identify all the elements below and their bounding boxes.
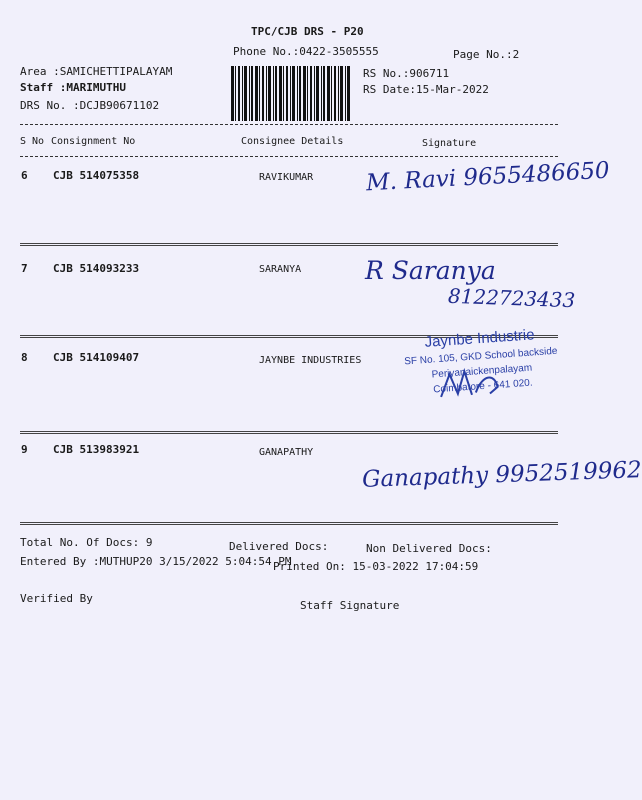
- document-title: TPC/CJB DRS - P20: [251, 25, 364, 38]
- row-sno: 6: [21, 169, 28, 182]
- column-header-sno: S No: [20, 136, 45, 147]
- row-signature-phone: 8122723433: [447, 283, 576, 313]
- printed-on: Printed On: 15-03-2022 17:04:59: [273, 560, 479, 573]
- row-signature: R Saranya: [365, 256, 496, 285]
- column-header-signature: Signature: [422, 138, 477, 149]
- row-sno: 7: [21, 262, 28, 275]
- row-consignee: RAVIKUMAR: [259, 172, 314, 183]
- row-divider: [20, 522, 558, 525]
- row-sno: 9: [21, 443, 28, 456]
- column-header-consignee: Consignee Details: [241, 136, 344, 147]
- row-consignment: CJB 514075358: [53, 169, 140, 182]
- row-sno: 8: [21, 351, 28, 364]
- rs-number: RS No.:906711: [363, 67, 450, 80]
- total-docs: Total No. Of Docs: 9: [20, 536, 153, 549]
- row-divider: [20, 243, 558, 246]
- row-consignee: SARANYA: [259, 264, 302, 275]
- rs-date: RS Date:15-Mar-2022: [363, 83, 489, 96]
- barcode: [231, 66, 351, 121]
- staff-signature: Staff Signature: [300, 599, 400, 612]
- entered-by: Entered By :MUTHUP20 3/15/2022 5:04:54 PM: [20, 555, 292, 568]
- column-header-consignment: Consignment No: [51, 136, 136, 147]
- row-signature: Ganapathy 9952519962: [361, 457, 642, 493]
- area-label: Area :SAMICHETTIPALAYAM: [20, 65, 173, 78]
- stamp-line: Periyanaickenpalayam: [431, 362, 533, 381]
- delivered-docs: Delivered Docs:: [229, 540, 329, 553]
- row-signature: M. Ravi 9655486650: [365, 157, 611, 197]
- header-divider-bottom: [20, 156, 558, 157]
- staff-label: Staff :MARIMUTHU: [20, 81, 126, 94]
- verified-by: Verified By: [20, 592, 93, 605]
- drs-number: DRS No. :DCJB90671102: [20, 99, 160, 112]
- page-number: Page No.:2: [453, 48, 520, 61]
- stamp-line: Jaynbe Industrie: [424, 326, 536, 351]
- row-consignment: CJB 514093233: [53, 262, 140, 275]
- stamp-signature-scribble: [434, 362, 507, 407]
- row-consignment: CJB 513983921: [53, 443, 140, 456]
- header-divider-top: [20, 124, 558, 125]
- row-divider: [20, 431, 558, 434]
- stamp-line: Coimbatore - 641 020.: [432, 377, 533, 396]
- row-consignment: CJB 514109407: [53, 351, 140, 364]
- company-stamp: [392, 324, 574, 436]
- row-consignee: GANAPATHY: [259, 447, 314, 458]
- row-consignee: JAYNBE INDUSTRIES: [259, 355, 362, 366]
- stamp-line: SF No. 105, GKD School backside: [403, 345, 558, 368]
- non-delivered-docs: Non Delivered Docs:: [366, 542, 492, 555]
- phone-number: Phone No.:0422-3505555: [233, 45, 379, 58]
